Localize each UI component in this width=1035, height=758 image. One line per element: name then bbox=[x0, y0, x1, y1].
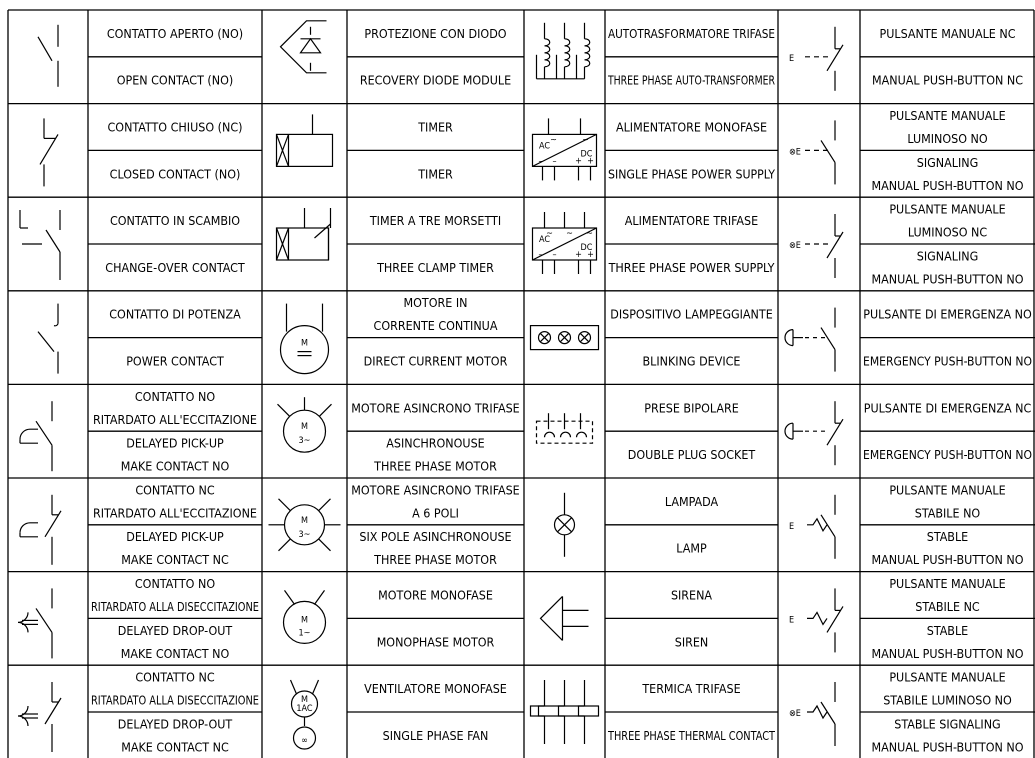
symbol-description-line: SIRENA bbox=[670, 587, 713, 603]
stable-signaling-push-button-no-icon bbox=[789, 682, 835, 746]
symbol-description-line: OPEN CONTACT (NO) bbox=[116, 72, 234, 88]
symbol-label: 3~ bbox=[298, 436, 311, 447]
six-pole-motor-icon bbox=[269, 499, 341, 551]
symbol-description-line: CONTATTO APERTO (NO) bbox=[106, 25, 244, 41]
symbol-description-line: SIREN bbox=[674, 634, 709, 650]
symbol-description-line: ALIMENTATORE MONOFASE bbox=[615, 119, 768, 135]
contatto-no-ritardato-eccitazione-icon bbox=[20, 401, 52, 471]
siren-icon bbox=[541, 596, 589, 640]
symbol-label: 1AC bbox=[296, 704, 313, 714]
symbol-description-line: DELAYED PICK-UP bbox=[126, 435, 224, 451]
symbol-description-line: RITARDATO ALLA DISECCITAZIONE bbox=[91, 692, 259, 708]
symbol-label: AC bbox=[538, 235, 551, 245]
symbol-label: E bbox=[789, 53, 795, 64]
symbol-description-line: TIMER bbox=[418, 166, 453, 182]
emergency-push-button-no-icon bbox=[785, 308, 835, 372]
symbol-label: DC bbox=[580, 149, 593, 160]
symbol-description-line: TERMICA TRIFASE bbox=[642, 681, 741, 697]
contatto-nc-ritardato-diseccitazione-icon bbox=[18, 682, 61, 752]
three-phase-motor-icon bbox=[278, 397, 332, 452]
three-phase-power-supply-icon bbox=[533, 212, 597, 274]
symbol-description-line: LUMINOSO NC bbox=[907, 224, 988, 240]
symbol-description-line: MAKE CONTACT NO bbox=[120, 645, 230, 661]
lamp-icon bbox=[555, 493, 575, 557]
diode-protection-icon bbox=[281, 21, 327, 73]
symbol-description-line: MOTORE ASINCRONO TRIFASE bbox=[351, 400, 520, 416]
manual-push-button-nc-icon bbox=[789, 27, 843, 91]
symbol-label: E bbox=[789, 615, 795, 626]
contatto-chiuso-nc-icon bbox=[40, 118, 58, 186]
symbol-description-line: THREE PHASE THERMAL CONTACT bbox=[607, 727, 776, 743]
symbol-description-line: PROTEZIONE CON DIODO bbox=[364, 25, 507, 41]
symbol-description-line: TIMER A TRE MORSETTI bbox=[369, 213, 502, 229]
symbol-label: + bbox=[587, 156, 594, 167]
symbol-description-line: STABILE NO bbox=[914, 505, 981, 521]
symbol-label: M bbox=[301, 695, 308, 705]
symbol-description-line: POWER CONTACT bbox=[126, 353, 224, 369]
symbol-description-line: CONTATTO DI POTENZA bbox=[109, 306, 241, 322]
single-phase-fan-icon bbox=[291, 680, 319, 749]
symbol-label: – bbox=[552, 156, 557, 167]
symbol-label: – bbox=[552, 250, 557, 260]
symbol-description-line: CONTATTO NC bbox=[135, 669, 215, 685]
symbol-description-line: MOTORE MONOFASE bbox=[378, 587, 493, 603]
symbol-description-line: MAKE CONTACT NC bbox=[121, 739, 229, 755]
symbol-description-line: MAKE CONTACT NC bbox=[121, 552, 229, 568]
symbol-label: 3~ bbox=[298, 529, 311, 540]
symbol-description-line: STABILE NC bbox=[915, 599, 980, 614]
symbol-description-line: EMERGENCY PUSH-BUTTON NO bbox=[863, 353, 1033, 369]
symbol-description-line: DIRECT CURRENT MOTOR bbox=[363, 353, 508, 369]
symbol-description-line: PULSANTE MANUALE NC bbox=[879, 25, 1016, 41]
symbol-description-line: MOTORE ASINCRONO TRIFASE bbox=[351, 482, 520, 498]
double-plug-socket-icon bbox=[537, 413, 593, 443]
symbol-description-line: PULSANTE MANUALE bbox=[889, 201, 1006, 217]
symbol-description-line: TIMER bbox=[418, 119, 453, 135]
symbol-description-line: SIX POLE ASINCHRONOUSE bbox=[359, 529, 512, 545]
symbol-description-line: LAMP bbox=[676, 540, 707, 556]
symbol-description-line: CONTATTO NC bbox=[135, 482, 215, 498]
contatto-aperto-no-icon bbox=[38, 25, 58, 87]
symbol-description-line: MANUAL PUSH-BUTTON NO bbox=[871, 552, 1024, 568]
symbol-description-line: THREE CLAMP TIMER bbox=[377, 259, 494, 275]
symbol-description-line: THREE PHASE AUTO-TRANSFORMER bbox=[607, 72, 776, 88]
signaling-push-button-nc-icon bbox=[789, 214, 843, 278]
symbol-label: M bbox=[301, 422, 308, 433]
symbol-description-line: DELAYED PICK-UP bbox=[126, 529, 224, 545]
symbol-description-line: CONTATTO IN SCAMBIO bbox=[109, 213, 241, 229]
symbol-description-line: MANUAL PUSH-BUTTON NO bbox=[871, 177, 1024, 193]
symbol-description-line: STABLE SIGNALING bbox=[894, 716, 1001, 732]
symbol-label: ~ bbox=[586, 229, 593, 239]
symbol-description-line: MANUAL PUSH-BUTTON NC bbox=[871, 72, 1024, 88]
symbol-label: M bbox=[301, 615, 308, 626]
symbol-description-line: RITARDATO ALLA DISECCITAZIONE bbox=[91, 599, 259, 614]
symbol-description-line: CORRENTE CONTINUA bbox=[373, 318, 498, 334]
symbol-description-line: LAMPADA bbox=[664, 493, 719, 509]
symbol-label: – bbox=[538, 156, 543, 167]
symbol-description-line: DELAYED DROP-OUT bbox=[117, 622, 233, 638]
symbol-description-line: ASINCHRONOUSE bbox=[386, 435, 485, 451]
symbol-label: ~ bbox=[550, 135, 557, 146]
symbol-label: AC bbox=[538, 141, 551, 152]
monophase-motor-icon bbox=[284, 590, 326, 643]
signaling-push-button-no-icon bbox=[789, 120, 835, 184]
symbol-description-line: SIGNALING bbox=[916, 248, 979, 264]
contatto-di-potenza-icon bbox=[38, 304, 58, 374]
symbol-label: ⊗E bbox=[789, 709, 801, 719]
symbol-description-line: MAKE CONTACT NO bbox=[120, 458, 230, 474]
contatto-no-ritardato-diseccitazione-icon bbox=[18, 588, 52, 658]
symbol-label: DC bbox=[580, 243, 593, 253]
symbol-label: ⊗E bbox=[789, 241, 801, 251]
symbol-description-line: THREE PHASE MOTOR bbox=[374, 458, 497, 474]
symbol-description-line: PULSANTE MANUALE bbox=[889, 482, 1006, 498]
symbol-description-line: DISPOSITIVO LAMPEGGIANTE bbox=[610, 306, 773, 322]
symbol-label: ∞ bbox=[301, 736, 308, 746]
symbol-label: ~ bbox=[546, 229, 553, 239]
symbol-description-line: MOTORE IN bbox=[403, 295, 468, 311]
symbol-label: – bbox=[538, 250, 543, 260]
symbol-description-line: PULSANTE DI EMERGENZA NO bbox=[863, 306, 1032, 322]
symbol-description-line: PULSANTE MANUALE bbox=[889, 576, 1006, 591]
blinking-device-icon bbox=[531, 326, 599, 350]
symbol-description-line: SIGNALING bbox=[916, 154, 979, 170]
three-phase-thermal-contact-icon bbox=[531, 680, 599, 744]
symbol-description-line: RITARDATO ALL'ECCITAZIONE bbox=[93, 505, 257, 521]
symbol-description-line: THREE PHASE POWER SUPPLY bbox=[608, 259, 775, 275]
symbol-description-line: MONOPHASE MOTOR bbox=[376, 634, 495, 650]
symbol-label: ~ bbox=[582, 135, 589, 146]
symbol-description-line: AUTOTRASFORMATORE TRIFASE bbox=[608, 25, 775, 41]
symbol-description-line: ALIMENTATORE TRIFASE bbox=[624, 213, 759, 229]
symbol-description-line: RECOVERY DIODE MODULE bbox=[359, 72, 512, 88]
symbol-description-line: STABLE bbox=[926, 622, 969, 638]
symbol-description-line: BLINKING DEVICE bbox=[642, 353, 741, 369]
symbol-description-line: RITARDATO ALL'ECCITAZIONE bbox=[93, 411, 257, 427]
symbol-label: ⊗E bbox=[789, 147, 801, 158]
symbol-description-line: CONTATTO CHIUSO (NC) bbox=[107, 119, 243, 135]
symbol-description-line: DELAYED DROP-OUT bbox=[117, 716, 233, 732]
symbol-description-line: PRESE BIPOLARE bbox=[644, 400, 739, 416]
symbol-description-line: VENTILATORE MONOFASE bbox=[364, 681, 507, 697]
single-phase-power-supply-icon bbox=[533, 118, 597, 180]
symbol-description-line: THREE PHASE MOTOR bbox=[374, 552, 497, 568]
symbol-description-line: STABILE LUMINOSO NO bbox=[883, 692, 1012, 708]
emergency-push-button-nc-icon bbox=[785, 401, 843, 465]
symbol-description-line: CLOSED CONTACT (NO) bbox=[109, 166, 241, 182]
three-phase-autotransformer-icon bbox=[537, 23, 590, 79]
symbol-description-line: MANUAL PUSH-BUTTON NO bbox=[871, 645, 1024, 661]
symbol-description-line: STABLE bbox=[926, 529, 969, 545]
dc-motor-icon bbox=[281, 304, 329, 374]
symbol-description-line: CONTATTO NO bbox=[134, 388, 216, 404]
stable-push-button-no-icon bbox=[789, 495, 835, 559]
symbol-label: + bbox=[575, 250, 582, 260]
symbol-description-line: SINGLE PHASE FAN bbox=[382, 727, 489, 743]
symbol-description-line: MANUAL PUSH-BUTTON NO bbox=[871, 739, 1024, 755]
symbol-description-line: A 6 POLI bbox=[412, 505, 459, 521]
three-clamp-timer-icon bbox=[277, 208, 331, 260]
symbol-label: M bbox=[301, 515, 308, 526]
symbol-description-line: DOUBLE PLUG SOCKET bbox=[627, 447, 756, 463]
symbol-description-line: PULSANTE MANUALE bbox=[889, 669, 1006, 685]
symbol-description-line: PULSANTE MANUALE bbox=[889, 108, 1006, 123]
symbol-description-line: EMERGENCY PUSH-BUTTON NO bbox=[863, 447, 1033, 463]
symbol-description-line: CHANGE-OVER CONTACT bbox=[105, 259, 245, 275]
symbol-description-line: MANUAL PUSH-BUTTON NO bbox=[871, 271, 1024, 287]
timer-icon bbox=[277, 114, 333, 166]
symbol-description-line: LUMINOSO NO bbox=[907, 131, 988, 146]
symbol-description-line: PULSANTE DI EMERGENZA NC bbox=[863, 400, 1032, 416]
symbol-label: + bbox=[575, 156, 582, 167]
symbol-description-line: CONTATTO NO bbox=[134, 576, 216, 591]
symbol-label: E bbox=[789, 521, 795, 532]
symbol-label: + bbox=[587, 250, 594, 260]
contatto-nc-ritardato-eccitazione-icon bbox=[20, 495, 61, 565]
contatto-in-scambio-icon bbox=[20, 210, 60, 280]
stable-push-button-nc-icon bbox=[789, 588, 843, 652]
symbol-label: 1~ bbox=[298, 628, 311, 639]
symbol-label: ~ bbox=[566, 229, 573, 239]
labels-layer bbox=[91, 26, 1032, 755]
symbol-description-line: SINGLE PHASE POWER SUPPLY bbox=[608, 166, 776, 182]
symbol-label: M bbox=[301, 338, 308, 349]
